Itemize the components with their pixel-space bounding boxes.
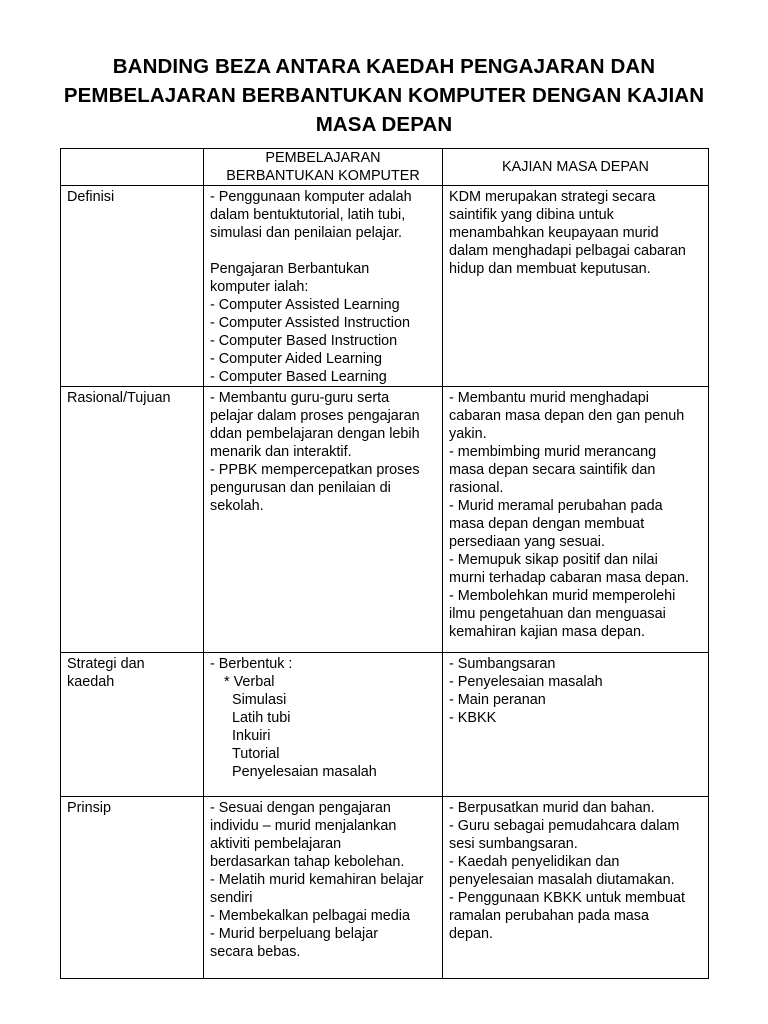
row-label-text: Strategi dan	[67, 656, 145, 672]
title-line: MASA DEPAN	[315, 113, 453, 136]
row-label	[61, 186, 204, 387]
cell-line: Penyelesaian masalah	[232, 764, 377, 780]
table-row-definisi	[61, 186, 709, 387]
cell-line: sendiri	[210, 890, 253, 906]
cell-line: individu – murid menjalankan	[210, 818, 397, 834]
cell-line: - Computer Aided Learning	[210, 351, 382, 367]
cell-line: Simulasi	[232, 692, 287, 708]
kdm-cell	[443, 653, 709, 797]
header-cell-kdm	[443, 149, 709, 186]
cell-line: - Penggunaan KBKK untuk membuat	[449, 890, 685, 906]
header-cell-ppbk	[204, 149, 443, 186]
cell-line: - Kaedah penyelidikan dan	[449, 854, 620, 870]
cell-line	[210, 242, 436, 260]
cell-line: - Memupuk sikap positif dan nilai	[449, 552, 658, 568]
cell-line: - Berpusatkan murid dan bahan.	[449, 800, 655, 816]
cell-line: aktiviti pembelajaran	[210, 836, 342, 852]
cell-line: - Membantu guru-guru serta	[210, 390, 390, 406]
cell-line: - Membantu murid menghadapi	[449, 390, 649, 406]
cell-line: ramalan perubahan pada masa	[449, 908, 650, 924]
cell-line: ddan pembelajaran dengan lebih	[210, 426, 420, 442]
cell-line: - Main peranan	[449, 692, 546, 708]
kdm-cell	[443, 387, 709, 653]
table-row-prinsip	[61, 797, 709, 979]
cell-line: hidup dan membuat keputusan.	[449, 261, 651, 277]
cell-line: menambahkan keupayaan murid	[449, 225, 659, 241]
cell-line: - Penggunaan komputer adalah	[210, 189, 412, 205]
cell-line: simulasi dan penilaian pelajar.	[210, 225, 402, 241]
ppbk-cell	[204, 653, 443, 797]
cell-line: Pengajaran Berbantukan	[210, 261, 370, 277]
cell-line: kemahiran kajian masa depan.	[449, 624, 645, 640]
cell-line: - Melatih murid kemahiran belajar	[210, 872, 424, 888]
cell-line: berdasarkan tahap kebolehan.	[210, 854, 405, 870]
row-label-text: Definisi	[67, 189, 115, 205]
cell-line: masa depan dengan membuat	[449, 516, 645, 532]
cell-line: masa depan secara saintifik dan	[449, 462, 656, 478]
cell-line: komputer ialah:	[210, 279, 309, 295]
cell-line: KDM merupakan strategi secara	[449, 189, 656, 205]
document-title	[30, 52, 738, 139]
cell-line: - Computer Based Learning	[210, 369, 387, 385]
kdm-cell	[443, 186, 709, 387]
cell-line: murni terhadap cabaran masa depan.	[449, 570, 689, 586]
cell-line: ilmu pengetahuan dan menguasai	[449, 606, 666, 622]
cell-line: - Membolehkan murid memperolehi	[449, 588, 676, 604]
cell-line: - Computer Assisted Learning	[210, 297, 400, 313]
cell-line: sekolah.	[210, 498, 264, 514]
cell-line: - Berbentuk :	[210, 656, 293, 672]
header-text: BERBANTUKAN KOMPUTER	[226, 168, 420, 184]
cell-line: rasional.	[449, 480, 504, 496]
title-line: BANDING BEZA ANTARA KAEDAH PENGAJARAN DAN	[112, 55, 656, 78]
ppbk-cell	[204, 797, 443, 979]
cell-line: - membimbing murid merancang	[449, 444, 657, 460]
cell-line: - Computer Based Instruction	[210, 333, 398, 349]
ppbk-cell	[204, 387, 443, 653]
row-label-text: Rasional/Tujuan	[67, 390, 171, 406]
cell-line: - KBKK	[449, 710, 497, 726]
cell-line: - Penyelesaian masalah	[449, 674, 603, 690]
cell-line: - Membekalkan pelbagai media	[210, 908, 410, 924]
cell-line: - Guru sebagai pemudahcara dalam	[449, 818, 680, 834]
header-text: KAJIAN MASA DEPAN	[502, 159, 649, 175]
row-label-text: Prinsip	[67, 800, 111, 816]
row-label	[61, 797, 204, 979]
cell-line: dalam bentuktutorial, latih tubi,	[210, 207, 406, 223]
cell-line: - Murid berpeluang belajar	[210, 926, 378, 942]
cell-line: - Sumbangsaran	[449, 656, 556, 672]
table-row-strategi	[61, 653, 709, 797]
cell-line: - Sesuai dengan pengajaran	[210, 800, 391, 816]
cell-line: pelajar dalam proses pengajaran	[210, 408, 420, 424]
cell-line: - Computer Assisted Instruction	[210, 315, 410, 331]
cell-line: depan.	[449, 926, 494, 942]
header-cell-empty	[61, 149, 204, 186]
cell-line: persediaan yang sesuai.	[449, 534, 606, 550]
table-row-rasional	[61, 387, 709, 653]
header-text: PEMBELAJARAN	[265, 150, 381, 166]
cell-line: - PPBK mempercepatkan proses	[210, 462, 420, 478]
ppbk-cell	[204, 186, 443, 387]
row-label	[61, 387, 204, 653]
row-label	[61, 653, 204, 797]
cell-line: saintifik yang dibina untuk	[449, 207, 614, 223]
cell-line: menarik dan interaktif.	[210, 444, 352, 460]
cell-line: sesi sumbangsaran.	[449, 836, 578, 852]
cell-line: cabaran masa depan den gan penuh	[449, 408, 685, 424]
cell-line: penyelesaian masalah diutamakan.	[449, 872, 675, 888]
cell-line: Inkuiri	[232, 728, 271, 744]
cell-line: secara bebas.	[210, 944, 301, 960]
cell-line: Latih tubi	[232, 710, 291, 726]
row-label-text: kaedah	[67, 674, 115, 690]
cell-line: Tutorial	[232, 746, 280, 762]
cell-line: yakin.	[449, 426, 487, 442]
cell-line: dalam menghadapi pelbagai cabaran	[449, 243, 686, 259]
kdm-cell	[443, 797, 709, 979]
cell-line: pengurusan dan penilaian di	[210, 480, 391, 496]
title-line: PEMBELAJARAN BERBANTUKAN KOMPUTER DENGAN KAJIAN	[63, 84, 705, 107]
comparison-table	[60, 148, 709, 979]
cell-line: * Verbal	[224, 674, 275, 690]
cell-line: - Murid meramal perubahan pada	[449, 498, 663, 514]
header-row	[61, 149, 709, 186]
